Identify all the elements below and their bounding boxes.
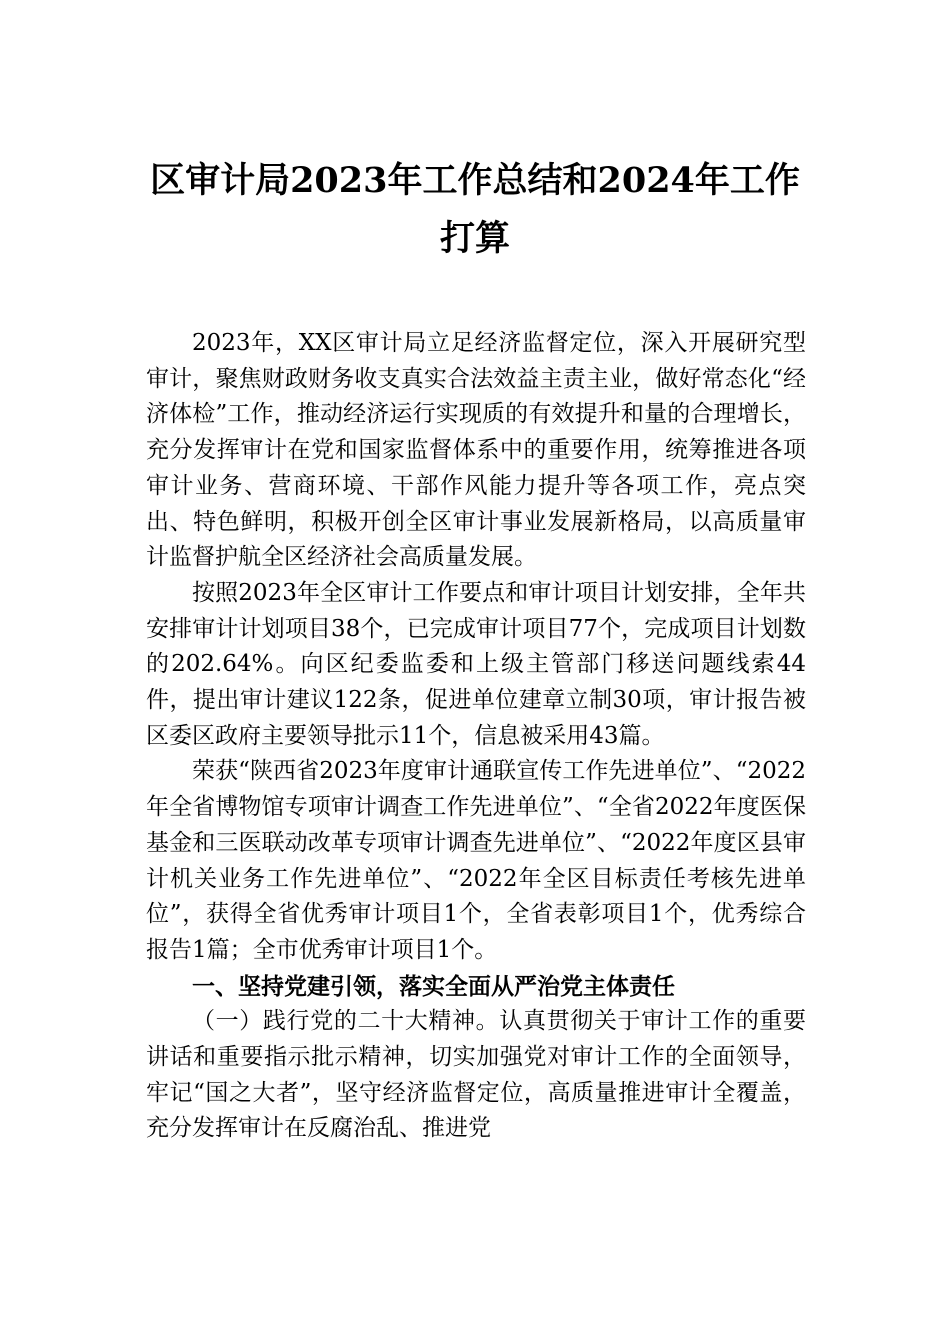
paragraph-honors: 荣获“陕西省2023年度审计通联宣传工作先进单位”、“2022年全省博物馆专项审计调查工作先进单位”、“全省2022年度医保基金和三医联动改革专项审计调查先进单位”、“2022年度区县审计机关业务工作先进单位”、“2022年全区目标责任考核先进单位”，获得全省优秀审计项目1个，全省表彰项目1个，优秀综合报告1篇；全市优秀审计项目1个。	[146, 758, 806, 963]
subsection-text: 认真贯彻关于审计工作的重要讲话和重要指示批示精神，切实加强党对审计工作的全面领导，牢记“国之大者”，坚守经济监督定位，高质量推进审计全覆盖，充分发挥审计在反腐治乱、推进党	[146, 1008, 807, 1142]
paragraph-overview: 2023年，XX区审计局立足经济监督定位，深入开展研究型审计，聚焦财政财务收支真实合法效益主责主业，做好常态化“经济体检”工作，推动经济运行实现质的有效提升和量的合理增长，充分发挥审计在党和国家监督体系中的重要作用，统筹推进各项审计业务、营商环境、干部作风能力提升等各项工作，亮点突出、特色鲜明，积极开创全区审计事业发展新格局，以高质量审计监督护航全区经济社会高质量发展。	[146, 330, 806, 571]
subsection-paragraph-1	[146, 1004, 806, 1147]
section-heading-1: 一、坚持党建引领，落实全面从严治党主体责任	[192, 972, 675, 1000]
document-body	[146, 326, 806, 1147]
subsection-lead: （一）践行党的二十大精神。	[192, 1008, 500, 1035]
paragraph-statistics: 按照2023年全区审计工作要点和审计项目计划安排，全年共安排审计计划项目38个，已完成审计项目77个，完成项目计划数的202.64%。向区纪委监委和上级主管部门移送问题线索44件，提出审计建议122条，促进单位建章立制30项，审计报告被区委区政府主要领导批示11个，信息被采用43篇。	[146, 579, 806, 749]
document-title: 区审计局2023年工作总结和2024年工作打算	[150, 160, 800, 259]
